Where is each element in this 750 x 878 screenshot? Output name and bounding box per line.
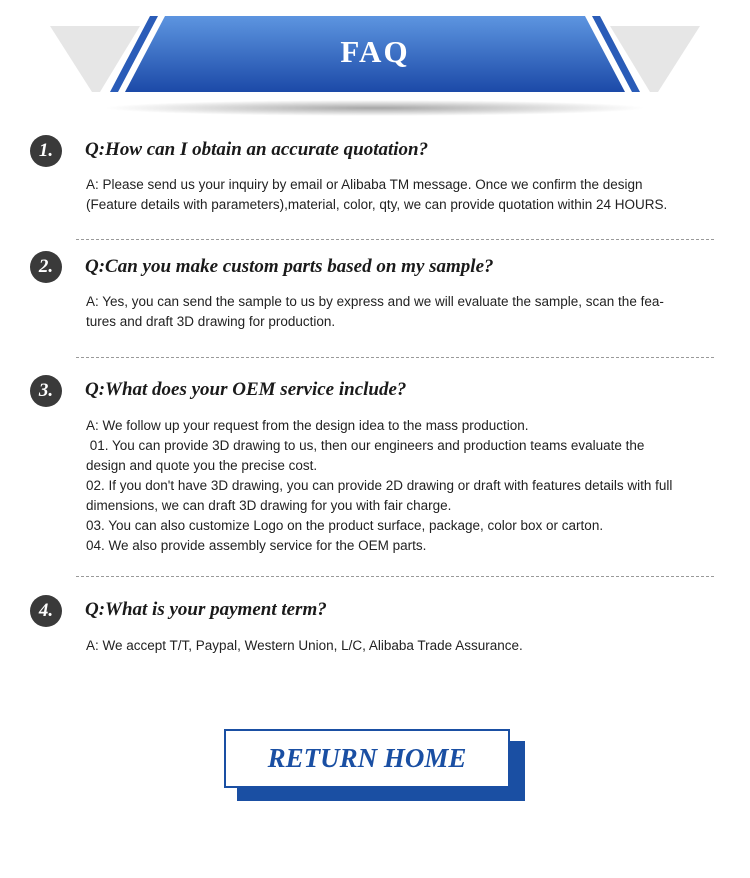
faq-question: Q:What does your OEM service include? — [85, 379, 407, 400]
section-divider — [76, 576, 714, 577]
faq-answer-line: A: Yes, you can send the sample to us by express and we will evaluate the sample, scan the fea- — [86, 294, 664, 309]
page-title: FAQ — [340, 34, 410, 69]
faq-number-badge: 4. — [30, 595, 62, 627]
faq-answer-line: dimensions, we can draft 3D drawing for you with fair charge. — [86, 498, 452, 513]
faq-answer-line: A: Please send us your inquiry by email or Alibaba TM message. Once we confirm the design — [86, 177, 643, 192]
faq-answer-line: design and quote you the precise cost. — [86, 458, 318, 473]
faq-number-badge: 2. — [30, 251, 62, 283]
section-divider — [76, 357, 714, 358]
faq-answer-line: 04. We also provide assembly service for the OEM parts. — [86, 538, 427, 553]
faq-question: Q:What is your payment term? — [85, 599, 327, 620]
faq-question: Q:Can you make custom parts based on my sample? — [85, 256, 494, 277]
faq-answer — [86, 292, 706, 332]
faq-question: Q:How can I obtain an accurate quotation? — [85, 139, 429, 160]
faq-answer-line: 02. If you don't have 3D drawing, you can provide 2D drawing or draft with features details with full — [86, 478, 673, 493]
faq-answer-line: tures and draft 3D drawing for production. — [86, 314, 336, 329]
faq-answer — [86, 416, 706, 556]
faq-answer-line: 03. You can also customize Logo on the product surface, package, color box or carton. — [86, 518, 604, 533]
faq-answer — [86, 636, 706, 656]
faq-answer-line: 01. You can provide 3D drawing to us, then our engineers and production teams evaluate the — [86, 438, 645, 453]
section-divider — [76, 239, 714, 240]
faq-header-banner — [0, 0, 750, 125]
faq-number-badge: 3. — [30, 375, 62, 407]
faq-answer-line: A: We follow up your request from the design idea to the mass production. — [86, 418, 529, 433]
faq-answer — [86, 175, 706, 215]
faq-number-badge: 1. — [30, 135, 62, 167]
faq-answer-line: A: We accept T/T, Paypal, Western Union, L/C, Alibaba Trade Assurance. — [86, 638, 523, 653]
return-home-button[interactable]: RETURN HOME — [224, 729, 510, 788]
faq-answer-line: (Feature details with parameters),material, color, qty, we can provide quotation within 24 HOURS. — [86, 197, 668, 212]
